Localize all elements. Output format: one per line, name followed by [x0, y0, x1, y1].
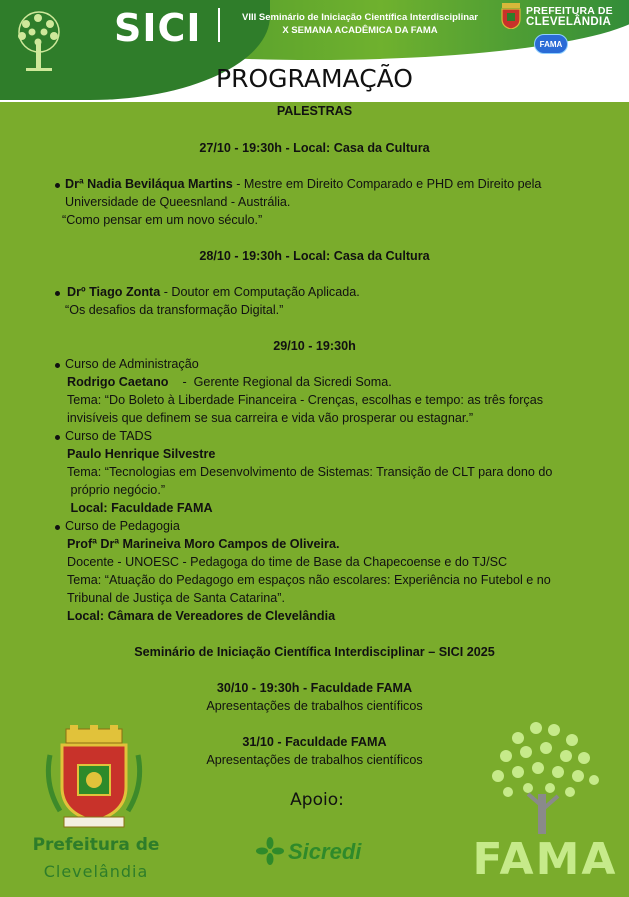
ped-local: Local: Câmara de Vereadores de Clevelândia: [67, 609, 336, 623]
ped-course: Curso de Pedagogia: [65, 519, 180, 533]
tads-local: Local: Faculdade FAMA: [67, 501, 213, 515]
bullet-icon: [55, 363, 60, 368]
day1-quote: “Como pensar em um novo século.”: [62, 213, 263, 227]
ped-role: Docente - UNOESC - Pedagoga do time de Base da Chapecoense e do TJ/SC: [67, 555, 508, 569]
bullet-icon: [55, 291, 60, 296]
day1-speaker: Drª Nadia Beviláqua Martins: [65, 177, 233, 191]
day2-quote: “Os desafios da transformação Digital.”: [65, 303, 284, 317]
apoio-label: Apoio:: [290, 790, 344, 810]
adm-course: Curso de Administração: [65, 357, 199, 371]
tads-tema-2: próprio negócio.”: [67, 483, 166, 497]
seminar-line-2: X SEMANA ACADÊMICA DA FAMA: [282, 25, 438, 36]
sici-logo: SICI: [114, 6, 202, 50]
sici-divider: [218, 8, 220, 42]
day1-heading: 27/10 - 19:30h - Local: Casa da Cultura: [199, 141, 430, 155]
coat-of-arms-icon: [500, 3, 522, 29]
day2-speaker-line: [67, 284, 607, 302]
coat-of-arms-icon: [40, 725, 148, 829]
footer-prefeitura-line-2: Clevelândia: [43, 862, 149, 881]
prefeitura-header-line-1: PREFEITURA DE: [526, 5, 613, 17]
tads-speaker: Paulo Henrique Silvestre: [67, 447, 216, 461]
fama-logo-text: FAMA: [472, 834, 618, 885]
sicredi-icon: [256, 837, 284, 865]
sici-day1-heading: 30/10 - 19:30h - Faculdade FAMA: [216, 681, 413, 695]
tads-course: Curso de TADS: [65, 429, 153, 443]
day1-speaker-line: [65, 176, 605, 194]
adm-speaker: Rodrigo Caetano: [67, 375, 169, 389]
seminar-line-1: VIII Seminário de Iniciação Científica Interdisciplinar: [242, 12, 478, 23]
sicredi-logo: [256, 834, 376, 868]
bullet-icon: [55, 183, 60, 188]
sici-day2-heading: 31/10 - Faculdade FAMA: [242, 735, 387, 749]
seminar-title: [226, 11, 494, 37]
sici-day1-desc: Apresentações de trabalhos científicos: [206, 699, 423, 713]
day3-heading: 29/10 - 19:30h: [273, 339, 356, 353]
adm-tema-2: invisíveis que definem se sua carreira e vida vão prosperar ou estagnar.”: [67, 411, 474, 425]
adm-tema-1: Tema: “Do Boleto à Liberdade Financeira - Crenças, escolhas e tempo: as três forças: [67, 393, 543, 407]
ped-speaker: Profª Drª Marineiva Moro Campos de Oliveira.: [67, 537, 340, 551]
bullet-icon: [55, 525, 60, 530]
header-banner: [0, 0, 629, 102]
fama-badge: FAMA: [534, 34, 568, 54]
sici-day2-desc: Apresentações de trabalhos científicos: [206, 753, 423, 767]
sicredi-text: Sicredi: [288, 839, 362, 864]
adm-role: - Gerente Regional da Sicredi Soma.: [168, 375, 392, 389]
ped-tema-2: Tribunal de Justiça de Santa Catarina”.: [67, 591, 285, 605]
footer-prefeitura-line-1: Prefeitura de: [32, 835, 160, 855]
fama-tree-icon: [478, 716, 608, 836]
adm-speaker-line: [67, 374, 607, 392]
ped-tema-1: Tema: “Atuação do Pedagogo em espaços não escolares: Experiência no Futebol e no: [67, 573, 551, 587]
day1-desc-1: - Mestre em Direito Comparado e PHD em Direito pela: [232, 177, 542, 191]
day2-speaker: Drº Tiago Zonta: [67, 285, 161, 299]
day2-desc: - Doutor em Computação Aplicada.: [160, 285, 360, 299]
page-title: PROGRAMAÇÃO: [216, 64, 413, 93]
tads-tema-1: Tema: “Tecnologias em Desenvolvimento de Sistemas: Transição de CLT para dono do: [67, 465, 553, 479]
section-heading-palestras: PALESTRAS: [276, 104, 353, 118]
day1-desc-2: Universidade de Queesnland - Austrália.: [65, 195, 291, 209]
prefeitura-header-line-2: CLEVELÂNDIA: [526, 16, 612, 28]
prefeitura-header-logo: [500, 3, 626, 31]
day2-heading: 28/10 - 19:30h - Local: Casa da Cultura: [199, 249, 430, 263]
bullet-icon: [55, 435, 60, 440]
sici-heading: Seminário de Iniciação Científica Interdisciplinar – SICI 2025: [134, 645, 495, 659]
